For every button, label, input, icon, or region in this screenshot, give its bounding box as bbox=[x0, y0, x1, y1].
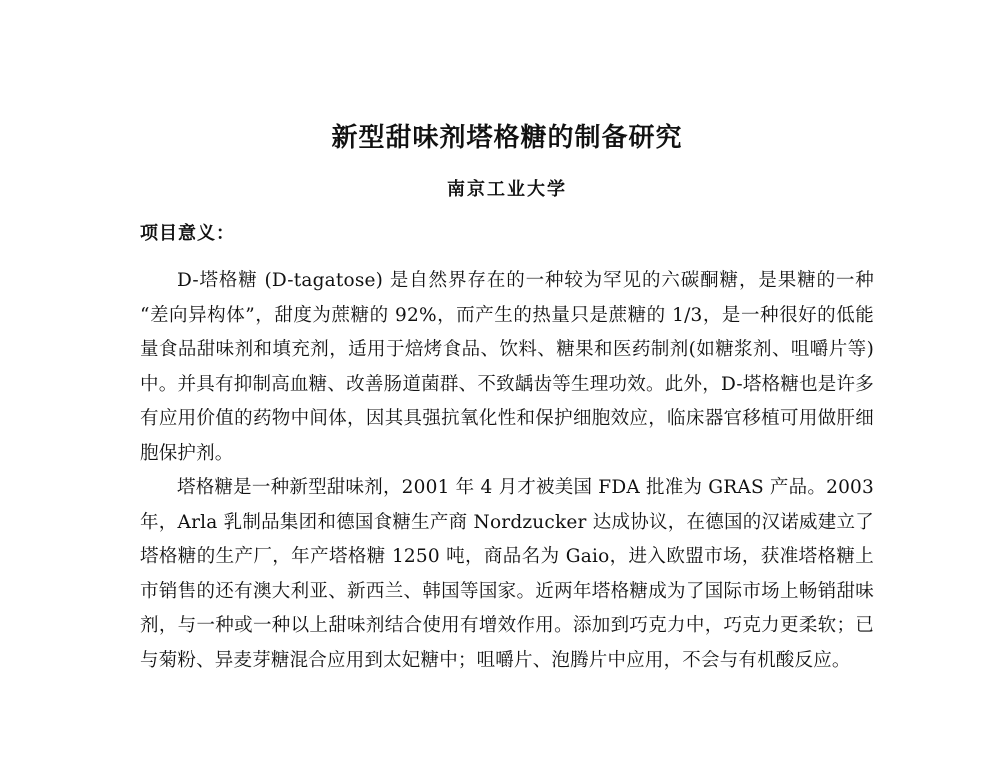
paragraph-1: D-塔格糖 (D-tagatose) 是自然界存在的一种较为罕见的六碳酮糖，是果糖的一种 “差向异构体”，甜度为蔗糖的 92%，而产生的热量只是蔗糖的 1/3，是一种很好的低能量食品甜味剂和填充剂，适用于焙烤食品、饮料、糖果和医药制剂(如糖浆剂、咀嚼片等)中。并具有抑制高血糖、改善肠道菌群、不致龋齿等生理功效。此外，D-塔格糖也是许多有应用价值的药物中间体，因其具强抗氧化性和保护细胞效应，临床器官移植可用做肝细胞保护剂。 bbox=[140, 270, 874, 464]
author-affiliation: 南京工业大学 bbox=[447, 179, 567, 200]
paragraph-2: 塔格糖是一种新型甜味剂，2001 年 4 月才被美国 FDA 批准为 GRAS 产品。2003 年，Arla 乳制品集团和德国食糖生产商 Nordzucker 达成协议，在德国的汉诺威建立了塔格糖的生产厂，年产塔格糖 1250 吨，商品名为 Gaio，进入欧盟市场，获准塔格糖上市销售的还有澳大利亚、新西兰、韩国等国家。近两年塔格糖成为了国际市场上畅销甜味剂，与一种或一种以上甜味剂结合使用有增效作用。添加到巧克力中，巧克力更柔软；已与菊粉、异麦芽糖混合应用到太妃糖中；咀嚼片、泡腾片中应用，不会与有机酸反应。 bbox=[140, 477, 874, 671]
document-title: 新型甜味剂塔格糖的制备研究 bbox=[331, 123, 683, 153]
section-heading: 项目意义： bbox=[140, 223, 235, 244]
